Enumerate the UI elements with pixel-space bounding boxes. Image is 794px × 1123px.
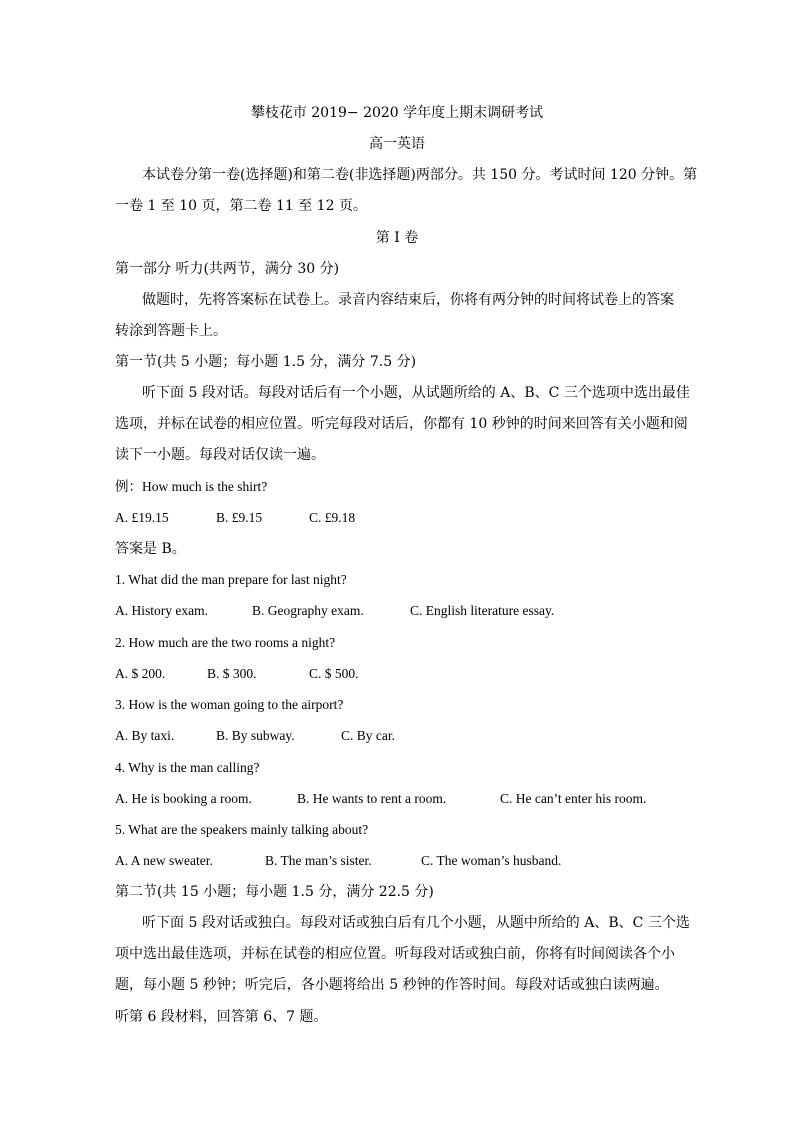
question-4: 4. Why is the man calling? [115,760,260,775]
question-2-option-b: B. $ 300. [207,666,257,681]
example-answer: 答案是 B。 [115,541,186,557]
example-option-b: B. £9.15 [216,510,263,525]
section1-instruction-line-3: 读下一小题。每段对话仅读一遍。 [115,447,325,463]
question-5-option-a: A. A new sweater. [115,853,213,868]
question-2-option-a: A. $ 200. [115,666,166,681]
question-1-option-b: B. Geography exam. [252,603,364,618]
intro-line-2: 一卷 1 至 10 页，第二卷 11 至 12 页。 [115,198,367,214]
question-5-option-b: B. The man’s sister. [265,853,372,868]
question-3-option-a: A. By taxi. [115,728,175,743]
section1-instruction-line-2: 选项，并标在试卷的相应位置。听完每段对话后，你都有 10 秒钟的时间来回答有关小题和阅 [115,416,688,432]
part1-instruction-line-1: 做题时，先将答案标在试卷上。录音内容结束后，你将有两分钟的时间将试卷上的答案 [142,292,674,308]
question-5-option-c: C. The woman’s husband. [421,853,562,868]
exam-title: 攀枝花市 2019− 2020 学年度上期末调研考试 [250,105,544,121]
section2-instruction-line-3: 题，每小题 5 秒钟；听完后，各小题将给出 5 秒钟的作答时间。每段对话或独白读两遍。 [115,977,669,993]
section1-title: 第一节(共 5 小题；每小题 1.5 分，满分 7.5 分) [115,354,417,370]
question-4-option-a: A. He is booking a room. [115,791,252,806]
section2-instruction-line-2: 项中选出最佳选项，并标在试卷的相应位置。听每段对话或独白前，你将有时间阅读各个小 [115,946,675,962]
question-1: 1. What did the man prepare for last night? [115,572,347,587]
question-4-option-b: B. He wants to rent a room. [297,791,447,806]
question-2: 2. How much are the two rooms a night? [115,635,336,650]
question-3-option-b: B. By subway. [216,728,295,743]
question-5: 5. What are the speakers mainly talking about? [115,822,369,837]
example-option-a: A. £19.15 [115,510,169,525]
question-2-option-c: C. $ 500. [309,666,359,681]
question-4-option-c: C. He can’t enter his room. [500,791,647,806]
section2-instruction-line-1: 听下面 5 段对话或独白。每段对话或独白后有几个小题，从题中所给的 A、B、C 三个选 [142,915,690,931]
material-6-heading: 听第 6 段材料，回答第 6、7 题。 [115,1009,328,1025]
example-option-c: C. £9.18 [309,510,356,525]
section2-title: 第二节(共 15 小题；每小题 1.5 分，满分 22.5 分) [115,884,434,900]
part1-instruction-line-2: 转涂到答题卡上。 [115,323,227,339]
part1-title: 第一部分 听力(共两节，满分 30 分) [115,261,340,277]
question-3-option-c: C. By car. [341,728,395,743]
subject-title: 高一英语 [369,136,425,152]
intro-line-1: 本试卷分第一卷(选择题)和第二卷(非选择题)两部分。共 150 分。考试时间 120 分钟。第 [142,167,698,183]
section1-instruction-line-1: 听下面 5 段对话。每段对话后有一个小题，从试题所给的 A、B、C 三个选项中选出最佳 [142,385,690,401]
example-question: 例：How much is the shirt? [115,479,268,494]
question-3: 3. How is the woman going to the airport? [115,697,344,712]
question-1-option-c: C. English literature essay. [410,603,555,618]
volume-title: 第 I 卷 [375,230,419,246]
question-1-option-a: A. History exam. [115,603,208,618]
